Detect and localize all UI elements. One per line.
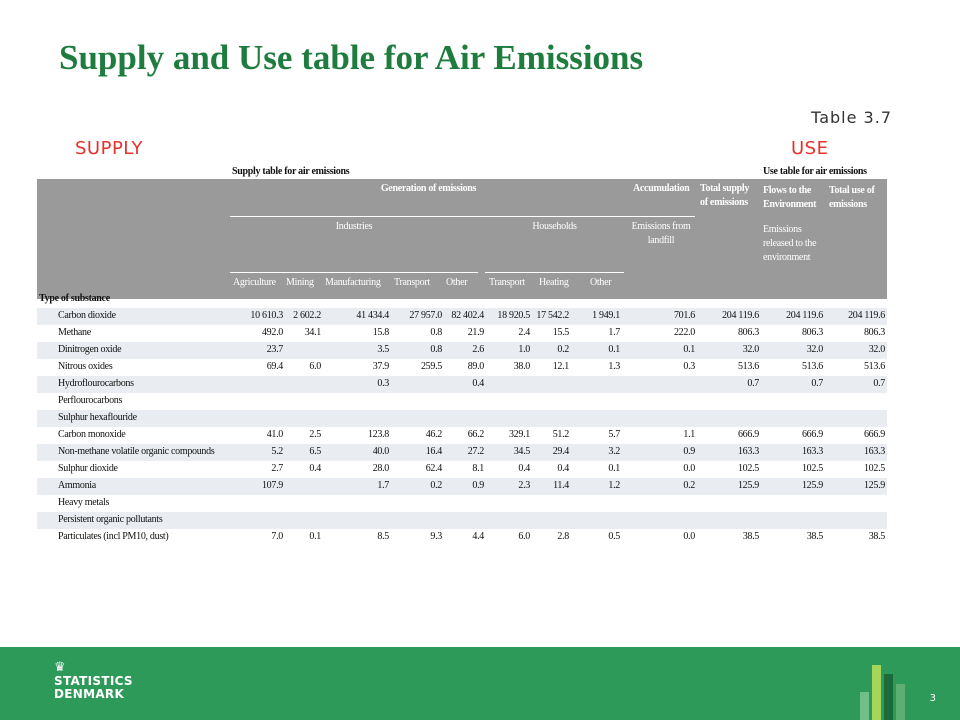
table-cell: 2.3 (518, 480, 530, 491)
table-cell: 34.1 (304, 327, 321, 338)
table-cell: 0.4 (309, 463, 321, 474)
table-cell: 32.0 (742, 344, 759, 355)
table-cell: 204 119.6 (722, 310, 759, 321)
table-cell: 27 957.0 (409, 310, 442, 321)
table-cell: 7.0 (271, 531, 283, 542)
table-cell: 2.6 (472, 344, 484, 355)
table-cell: 3.2 (608, 446, 620, 457)
table-cell: 666.9 (801, 429, 823, 440)
logo-line-2: DENMARK (54, 687, 125, 701)
table-cell: 1.7 (608, 327, 620, 338)
supply-caption: Supply table for air emissions (232, 166, 350, 177)
type-of-substance-heading: Type of substance (39, 293, 110, 304)
table-cell: 66.2 (467, 429, 484, 440)
table-cell: 15.8 (372, 327, 389, 338)
row-label: Non-methane volatile organic compounds (58, 446, 215, 457)
slide-title: Supply and Use table for Air Emissions (59, 38, 644, 77)
table-cell: 1.7 (377, 480, 389, 491)
header-other-industries: Other (446, 277, 468, 288)
row-label: Sulphur hexaflouride (58, 412, 137, 423)
table-cell: 0.7 (747, 378, 759, 389)
header-released: Emissions released to the environment (763, 224, 817, 263)
table-cell: 102.5 (737, 463, 759, 474)
table-cell: 666.9 (863, 429, 885, 440)
table-cell: 3.5 (377, 344, 389, 355)
table-cell: 0.1 (683, 344, 695, 355)
table-cell: 2.5 (309, 429, 321, 440)
bar-graphic-icon (860, 665, 920, 720)
header-accumulation: Accumulation (633, 183, 690, 194)
table-cell: 0.7 (811, 378, 823, 389)
table-cell: 23.7 (266, 344, 283, 355)
table-cell: 27.2 (467, 446, 484, 457)
table-cell: 51.2 (552, 429, 569, 440)
table-cell: 0.2 (430, 480, 442, 491)
table-cell: 0.4 (472, 378, 484, 389)
table-cell: 41 434.4 (356, 310, 389, 321)
row-label: Methane (58, 327, 91, 338)
row-label: Particulates (incl PM10, dust) (58, 531, 169, 542)
table-cell: 806.3 (863, 327, 885, 338)
table-row (37, 495, 887, 512)
table-cell: 38.5 (868, 531, 885, 542)
table-cell: 16.4 (425, 446, 442, 457)
footer-band (0, 647, 960, 720)
table-cell: 2.7 (271, 463, 283, 474)
table-cell: 0.3 (683, 361, 695, 372)
table-cell: 123.8 (367, 429, 389, 440)
table-row (37, 427, 887, 444)
header-other-households: Other (590, 277, 612, 288)
table-row (37, 359, 887, 376)
table-cell: 6.0 (309, 361, 321, 372)
header-industries: Industries (335, 221, 373, 232)
table-reference: Table 3.7 (811, 108, 892, 127)
table-cell: 0.9 (472, 480, 484, 491)
table-cell: 204 119.6 (786, 310, 823, 321)
table-cell: 38.5 (742, 531, 759, 542)
table-cell: 0.1 (608, 344, 620, 355)
table-cell: 0.7 (873, 378, 885, 389)
table-cell: 0.2 (557, 344, 569, 355)
header-total-supply: Total supply of emissions (700, 183, 750, 208)
table-cell: 701.6 (673, 310, 695, 321)
table-cell: 32.0 (806, 344, 823, 355)
row-label: Ammonia (58, 480, 96, 491)
use-caption: Use table for air emissions (763, 166, 867, 177)
table-cell: 11.4 (553, 480, 569, 491)
table-cell: 89.0 (467, 361, 484, 372)
table-cell: 806.3 (801, 327, 823, 338)
table-cell: 125.9 (737, 480, 759, 491)
table-cell: 0.9 (683, 446, 695, 457)
table-cell: 329.1 (508, 429, 530, 440)
table-cell: 40.0 (372, 446, 389, 457)
table-cell: 222.0 (673, 327, 695, 338)
emissions-table (37, 163, 887, 553)
table-cell: 125.9 (863, 480, 885, 491)
table-cell: 2 602.2 (293, 310, 321, 321)
table-cell: 69.4 (266, 361, 283, 372)
table-cell: 163.3 (737, 446, 759, 457)
table-cell: 10 610.3 (250, 310, 283, 321)
table-cell: 0.1 (309, 531, 321, 542)
table-cell: 8.1 (472, 463, 484, 474)
table-cell: 0.5 (608, 531, 620, 542)
table-row (37, 478, 887, 495)
table-cell: 37.9 (372, 361, 389, 372)
table-cell: 5.7 (608, 429, 620, 440)
table-cell: 102.5 (801, 463, 823, 474)
table-cell: 41.0 (266, 429, 283, 440)
table-cell: 17 542.2 (536, 310, 569, 321)
row-label: Sulphur dioxide (58, 463, 118, 474)
supply-label: SUPPLY (75, 138, 143, 159)
table-cell: 0.0 (683, 463, 695, 474)
table-cell: 34.5 (513, 446, 530, 457)
row-label: Dinitrogen oxide (58, 344, 122, 355)
table-cell: 513.6 (737, 361, 759, 372)
table-cell: 8.5 (377, 531, 389, 542)
table-cell: 5.2 (271, 446, 283, 457)
table-cell: 28.0 (372, 463, 389, 474)
row-label: Carbon dioxide (58, 310, 116, 321)
header-total-use: Total use of emissions (829, 185, 875, 210)
row-label: Carbon monoxide (58, 429, 126, 440)
table-cell: 32.0 (868, 344, 885, 355)
table-cell: 2.8 (557, 531, 569, 542)
table-cell: 513.6 (801, 361, 823, 372)
header-heating-households: Heating (539, 277, 569, 288)
header-households: Households (532, 221, 577, 232)
table-row (37, 342, 887, 359)
table-cell: 15.5 (552, 327, 569, 338)
table-cell: 259.5 (420, 361, 442, 372)
table-cell: 1 949.1 (592, 310, 620, 321)
logo-line-1: STATISTICS (54, 674, 133, 688)
table-cell: 12.1 (552, 361, 569, 372)
header-landfill: Emissions from landfill (631, 221, 691, 246)
table-cell: 82 402.4 (451, 310, 484, 321)
table-cell: 806.3 (737, 327, 759, 338)
table-cell: 0.0 (683, 531, 695, 542)
row-label: Persistent organic pollutants (58, 514, 163, 525)
table-cell: 0.8 (430, 327, 442, 338)
table-cell: 0.1 (608, 463, 620, 474)
table-row (37, 325, 887, 342)
table-cell: 38.0 (513, 361, 530, 372)
table-cell: 6.5 (309, 446, 321, 457)
statistics-denmark-logo (54, 661, 133, 701)
table-row (37, 512, 887, 529)
header-generation: Generation of emissions (380, 183, 477, 194)
table-cell: 2.4 (518, 327, 530, 338)
row-label: Hydroflourocarbons (58, 378, 134, 389)
page-number: 3 (929, 693, 936, 704)
table-cell: 163.3 (801, 446, 823, 457)
crown-icon: ♛ (54, 660, 66, 675)
table-cell: 0.8 (430, 344, 442, 355)
table-cell: 1.0 (518, 344, 530, 355)
table-cell: 1.3 (608, 361, 620, 372)
table-cell: 62.4 (425, 463, 442, 474)
table-row (37, 461, 887, 478)
table-cell: 0.4 (518, 463, 530, 474)
table-cell: 21.9 (467, 327, 484, 338)
table-cell: 492.0 (261, 327, 283, 338)
table-cell: 46.2 (425, 429, 442, 440)
table-row (37, 444, 887, 461)
header-agriculture: Agriculture (233, 277, 276, 288)
table-cell: 9.3 (430, 531, 442, 542)
table-row (37, 376, 887, 393)
row-label: Nitrous oxides (58, 361, 113, 372)
table-cell: 4.4 (472, 531, 484, 542)
table-cell: 513.6 (863, 361, 885, 372)
header-transport-households: Transport (489, 277, 525, 288)
table-cell: 1.1 (683, 429, 695, 440)
table-cell: 0.2 (683, 480, 695, 491)
table-cell: 125.9 (801, 480, 823, 491)
table-cell: 0.3 (377, 378, 389, 389)
table-cell: 6.0 (518, 531, 530, 542)
row-label: Heavy metals (58, 497, 110, 508)
table-header (37, 179, 887, 299)
row-label: Perflourocarbons (58, 395, 123, 406)
header-mining: Mining (286, 277, 314, 288)
table-cell: 163.3 (863, 446, 885, 457)
header-manufacturing: Manufacturing (325, 277, 381, 288)
table-cell: 204 119.6 (848, 310, 885, 321)
table-cell: 29.4 (552, 446, 569, 457)
header-transport-industries: Transport (394, 277, 430, 288)
table-row (37, 308, 887, 325)
table-row (37, 393, 887, 410)
table-row (37, 529, 887, 546)
table-row (37, 410, 887, 427)
table-cell: 0.4 (557, 463, 569, 474)
table-cell: 1.2 (608, 480, 620, 491)
header-flows: Flows to the Environment (763, 185, 817, 210)
table-cell: 38.5 (806, 531, 823, 542)
table-cell: 102.5 (863, 463, 885, 474)
table-cell: 107.9 (261, 480, 283, 491)
table-cell: 666.9 (737, 429, 759, 440)
table-body (37, 308, 887, 546)
table-cell: 18 920.5 (497, 310, 530, 321)
use-label: USE (791, 138, 829, 159)
